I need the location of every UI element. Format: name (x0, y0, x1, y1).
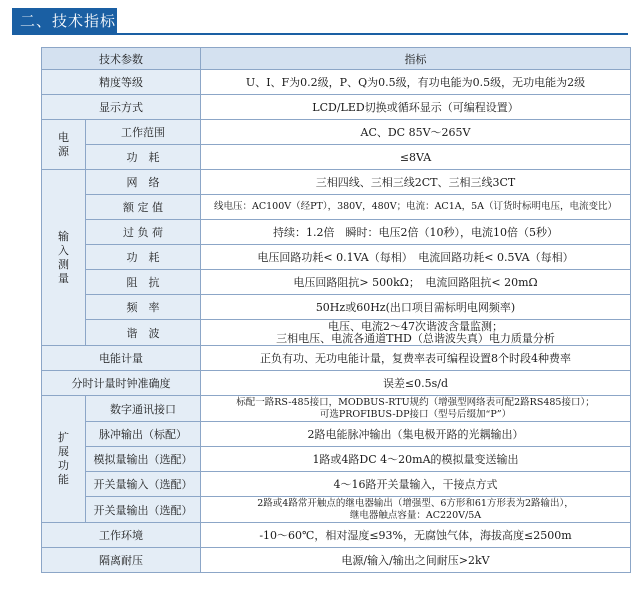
row-label: 工作范围 (86, 120, 201, 145)
row-label: 开关量输入（选配） (86, 472, 201, 497)
row-value: U、I、F为0.2级，P、Q为0.5级，有功电能为0.5级，无功电能为2级 (201, 70, 631, 95)
row-value-line: 可选PROFIBUS-DP接口（型号后缀加“P”） (319, 408, 512, 420)
row-value: 三相四线、三相三线2CT、三相三线3CT (201, 170, 631, 195)
row-label: 脉冲输出（标配） (86, 422, 201, 447)
table-row (42, 120, 631, 145)
row-value (201, 497, 631, 523)
row-label: 分时计量时钟准确度 (42, 371, 201, 396)
table-row (42, 346, 631, 371)
row-label: 隔离耐压 (42, 548, 201, 573)
table-row (42, 422, 631, 447)
table-row (42, 270, 631, 295)
row-value (201, 396, 631, 422)
row-value: 电压回路阻抗> 500kΩ； 电流回路阻抗< 20mΩ (201, 270, 631, 295)
table-row (42, 195, 631, 220)
table-row (42, 220, 631, 245)
table-row (42, 295, 631, 320)
table-row (42, 95, 631, 120)
row-value-line: 标配一路RS-485接口，MODBUS-RTU规约（增强型网络表可配2路RS485接口）； (236, 396, 595, 408)
row-value: 电源/输入/输出之间耐压>2kV (201, 548, 631, 573)
row-label: 频 率 (86, 295, 201, 320)
row-value-line: 三相电压、电流各通道THD（总谐波失真）电力质量分析 (276, 331, 555, 345)
table-row (42, 548, 631, 573)
row-value: 持续：1.2倍 瞬时：电压2倍（10秒），电流10倍（5秒） (201, 220, 631, 245)
row-value: -10～60℃，相对湿度≤93%，无腐蚀气体，海拔高度≤2500m (201, 523, 631, 548)
row-label: 模拟量输出（选配） (86, 447, 201, 472)
table-row (42, 170, 631, 195)
row-value (201, 320, 631, 346)
group-label-power: 电源 (42, 120, 86, 170)
row-label: 谐 波 (86, 320, 201, 346)
header-param: 技术参数 (42, 48, 201, 70)
section-heading: 二、技术指标 (12, 8, 117, 34)
heading-underline (12, 33, 628, 35)
row-label: 显示方式 (42, 95, 201, 120)
row-value: 1路或4路DC 4～20mA的模拟量变送输出 (201, 447, 631, 472)
row-label: 工作环境 (42, 523, 201, 548)
header-spec: 指标 (201, 48, 631, 70)
row-value: 电压回路功耗< 0.1VA（每相） 电流回路功耗< 0.5VA（每相） (201, 245, 631, 270)
row-value-line: 2路或4路常开触点的继电器输出（增强型、6方形和61方形表为2路输出）， (257, 497, 574, 509)
table-row (42, 396, 631, 422)
row-value: LCD/LED切换或循环显示（可编程设置） (201, 95, 631, 120)
row-value-line: 电压、电流2～47次谐波含量监测； (328, 319, 503, 333)
row-value-line: 继电器触点容量：AC220V/5A (349, 509, 482, 521)
row-label: 精度等级 (42, 70, 201, 95)
table-row (42, 245, 631, 270)
row-label: 过 负 荷 (86, 220, 201, 245)
table-row (42, 523, 631, 548)
table-row (42, 145, 631, 170)
row-label: 开关量输出（选配） (86, 497, 201, 523)
group-label-extension: 扩展功能 (42, 396, 86, 523)
row-value: 50Hz或60Hz(出口项目需标明电网频率) (201, 295, 631, 320)
row-label: 数字通讯接口 (86, 396, 201, 422)
row-label: 额 定 值 (86, 195, 201, 220)
row-value: 误差≤0.5s/d (201, 371, 631, 396)
table-row (42, 472, 631, 497)
row-value: AC、DC 85V～265V (201, 120, 631, 145)
row-value: 2路电能脉冲输出（集电极开路的光耦输出） (201, 422, 631, 447)
row-label: 网 络 (86, 170, 201, 195)
table-row (42, 371, 631, 396)
row-label: 电能计量 (42, 346, 201, 371)
group-label-input: 输入测量 (42, 170, 86, 346)
spec-table (41, 47, 631, 573)
table-row (42, 497, 631, 523)
row-value: 4～16路开关量输入，干接点方式 (201, 472, 631, 497)
row-value: 线电压：AC100V（经PT），380V，480V；电流：AC1A，5A（订货时标明电压，电流变比） (201, 195, 631, 220)
row-value: 正负有功、无功电能计量，复费率表可编程设置8个时段4种费率 (201, 346, 631, 371)
row-label: 功 耗 (86, 145, 201, 170)
table-row (42, 447, 631, 472)
row-value: ≤8VA (201, 145, 631, 170)
row-label: 功 耗 (86, 245, 201, 270)
table-row (42, 320, 631, 346)
table-row (42, 70, 631, 95)
row-label: 阻 抗 (86, 270, 201, 295)
